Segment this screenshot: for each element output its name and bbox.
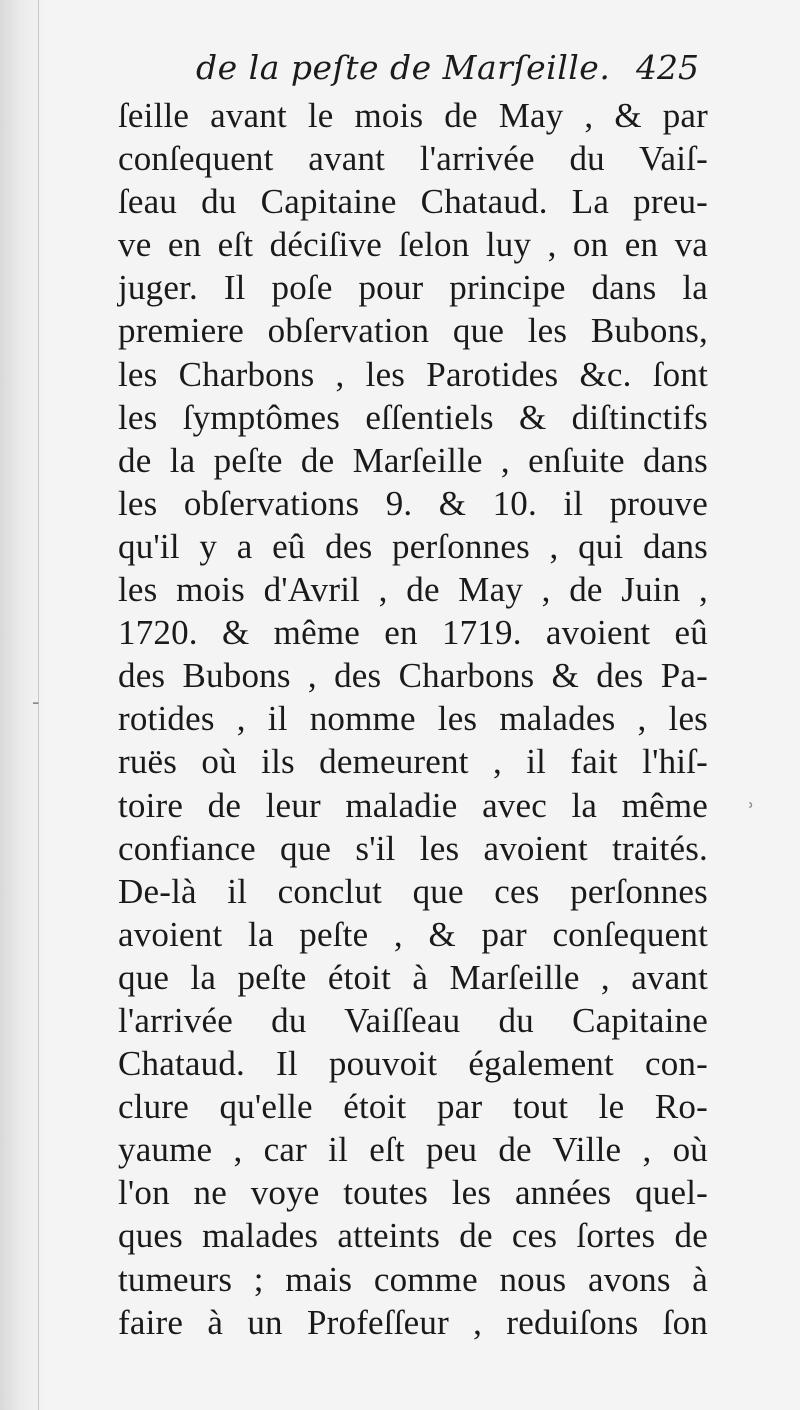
text-line: l'arrivée du Vaiſſeau du Capitaine <box>118 1000 708 1040</box>
text-line: clure qu'elle étoit par tout le Ro- <box>118 1087 708 1127</box>
text-line: que la peſte étoit à Marſeille , avant <box>118 957 708 997</box>
text-line: tumeurs ; mais comme nous avons à <box>118 1259 708 1299</box>
text-line: De-là il conclut que ces perſonnes <box>118 871 708 911</box>
text-line: juger. Il poſe pour principe dans la <box>118 268 708 308</box>
text-line: de la peſte de Marſeille , enſuite dans <box>118 440 708 480</box>
text-line: les ſymptômes eſſentiels & diſtinctifs <box>118 397 708 437</box>
text-line: qu'il y a eû des perſonnes , qui dans <box>118 526 708 566</box>
text-line: toire de leur maladie avec la même <box>118 785 708 825</box>
text-line: ſeille avant le mois de May , & par <box>118 96 708 135</box>
text-line: ve en eſt déciſive ſelon luy , on en va <box>118 225 708 265</box>
margin-speck: ʾ <box>748 800 755 825</box>
text-line: premiere obſervation que les Bubons, <box>118 311 708 351</box>
body-text <box>118 94 708 1344</box>
text-line: ruës où ils demeurent , il fait l'hiſ- <box>118 742 708 782</box>
text-line: rotides , il nomme les malades , les <box>118 699 708 739</box>
page-number: 425 <box>636 48 699 87</box>
text-line: ſeau du Capitaine Chataud. La preu- <box>118 182 708 222</box>
text-line: des Bubons , des Charbons & des Pa- <box>118 656 708 696</box>
text-line: confiance que s'il les avoient traités. <box>118 828 708 868</box>
text-line: ques malades atteints de ces ſortes de <box>118 1216 708 1256</box>
text-line: les Charbons , les Parotides &c. ſont <box>118 354 708 394</box>
text-line: l'on ne voye toutes les années quel- <box>118 1173 708 1213</box>
text-line: les mois d'Avril , de May , de Juin , <box>118 570 708 610</box>
text-line: yaume , car il eſt peu de Ville , où <box>118 1130 708 1170</box>
text-line: les obſervations 9. & 10. il prouve <box>118 483 708 523</box>
margin-speck: ‐ <box>32 690 40 715</box>
text-line: conſequent avant l'arrivée du Vaiſ- <box>118 139 708 179</box>
text-line: 1720. & même en 1719. avoient eû <box>118 613 708 653</box>
running-head: de la peſte de Marſeille. <box>196 48 611 87</box>
text-line: avoient la peſte , & par conſequent <box>118 914 708 954</box>
text-line: faire à un Profeſſeur , reduiſons ſon <box>118 1302 708 1342</box>
text-line: Chataud. Il pouvoit également con- <box>118 1044 708 1084</box>
